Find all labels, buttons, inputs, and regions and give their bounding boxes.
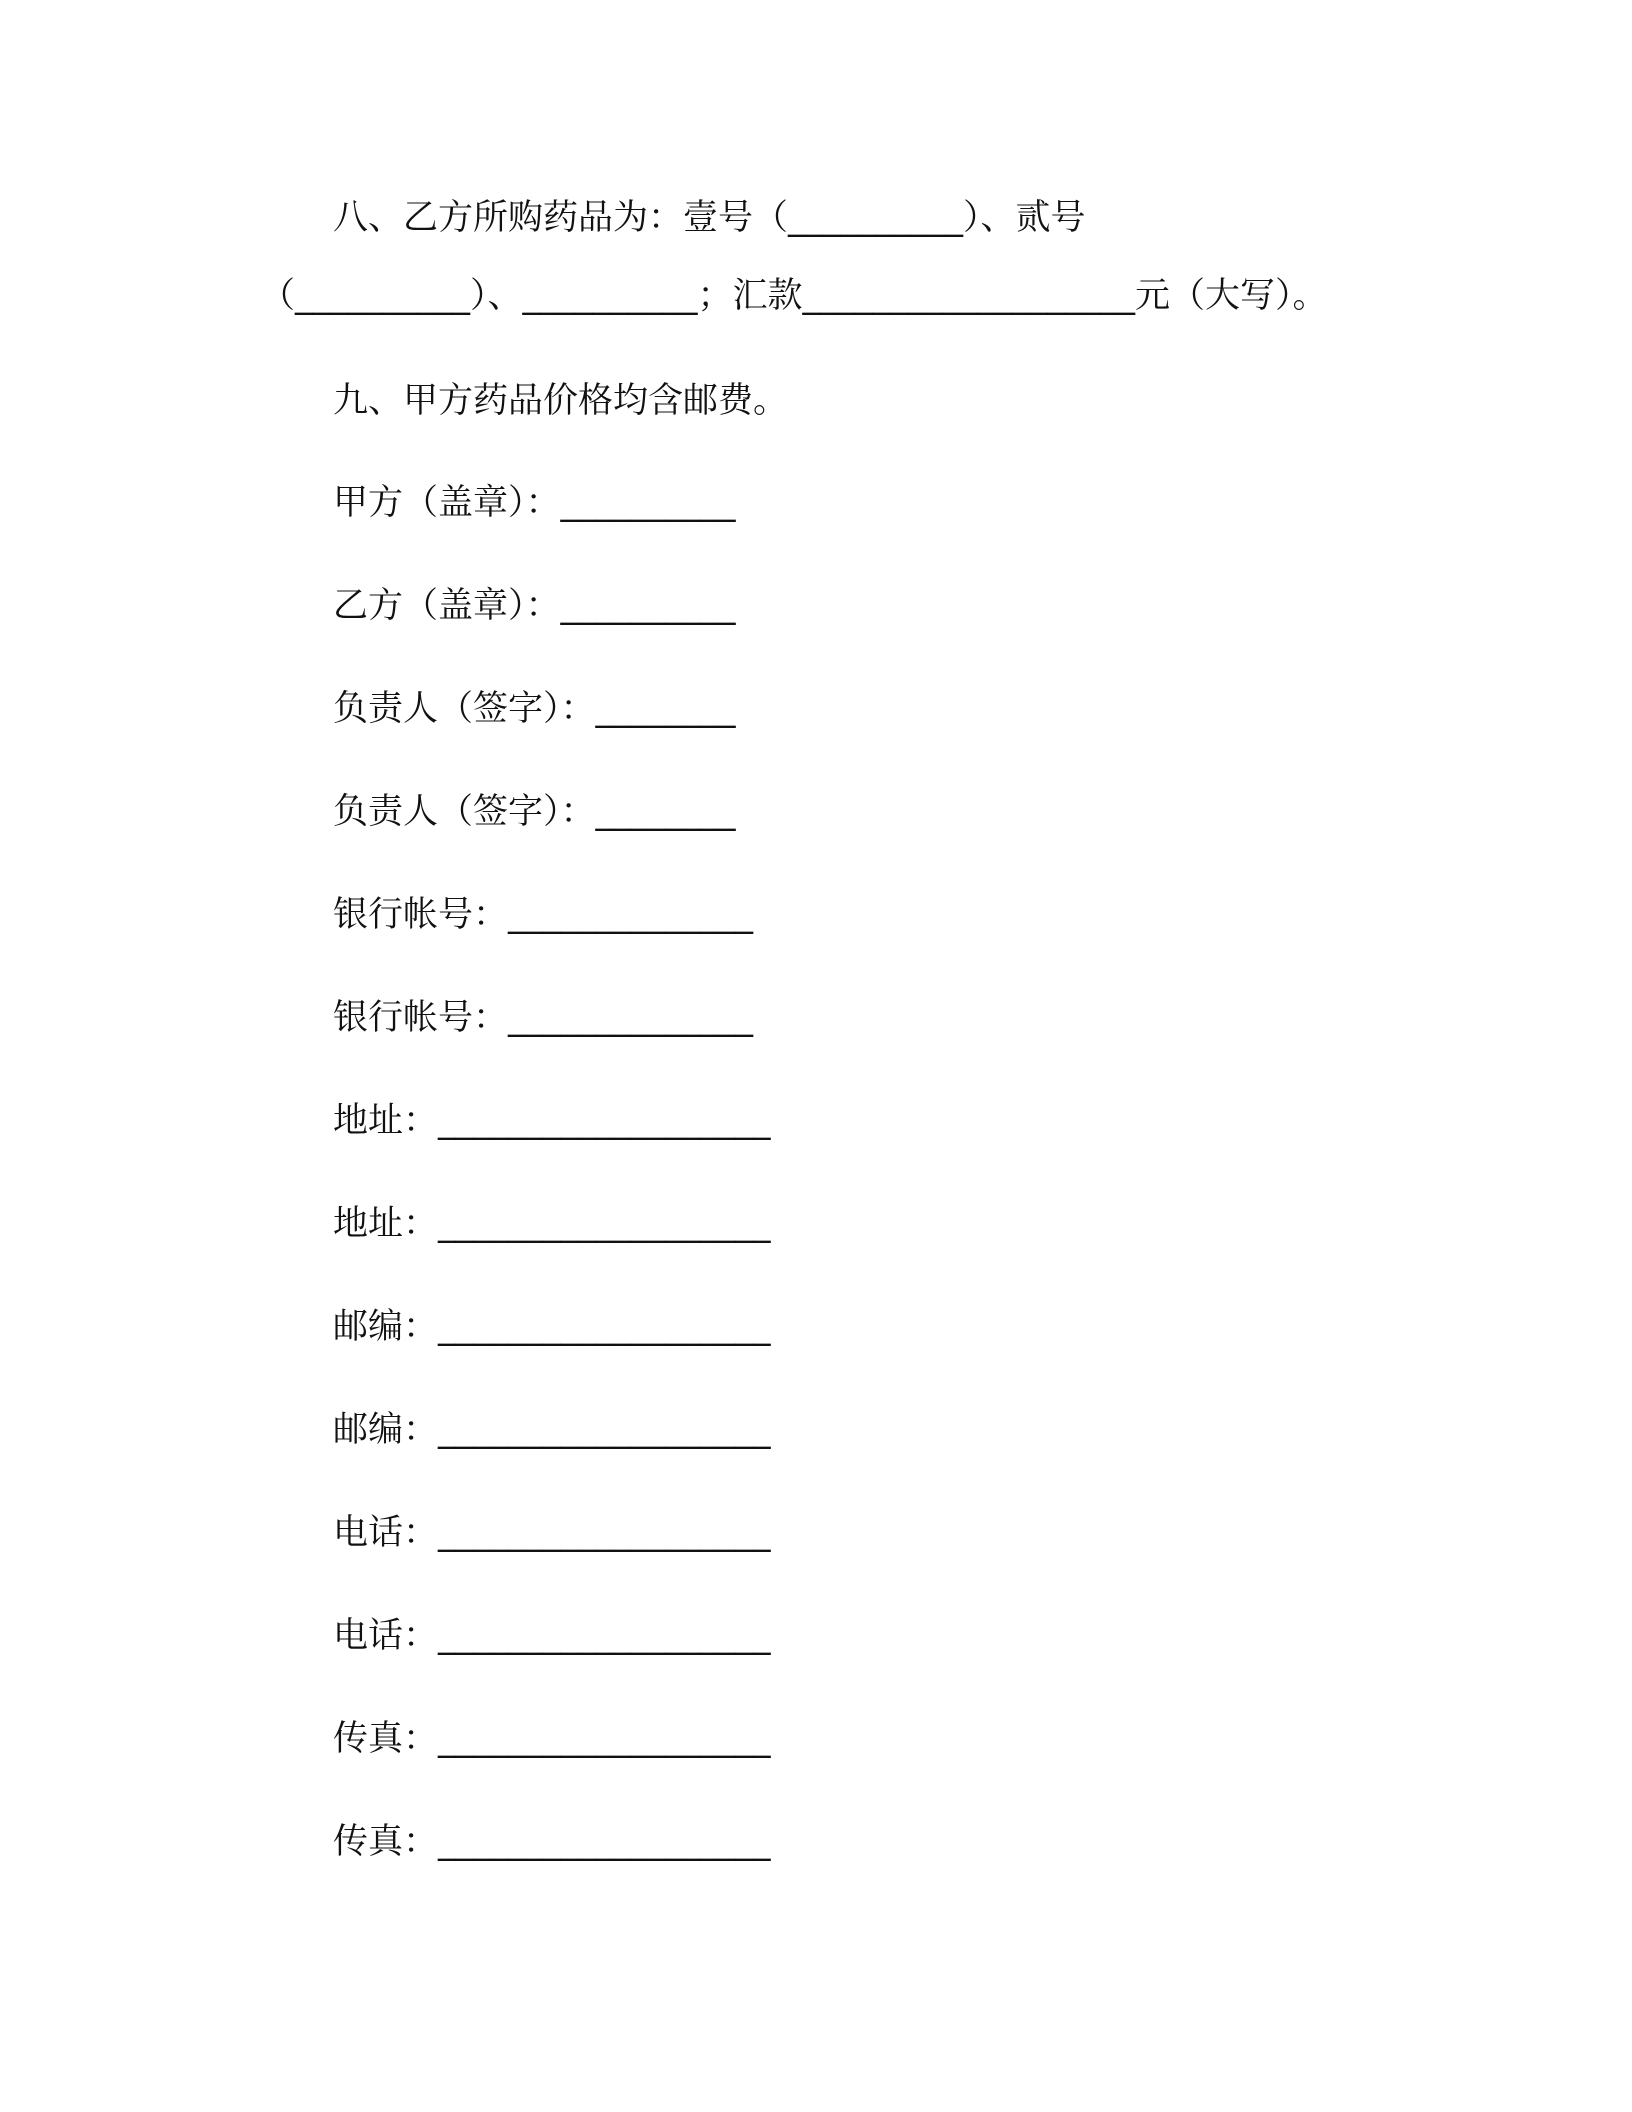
- party-a-address-field: 地址：___________________: [333, 1101, 771, 1141]
- party-a-seal-field: 甲方（盖章）：__________: [333, 483, 736, 523]
- party-b-postcode-field: 邮编：___________________: [333, 1410, 771, 1450]
- party-a-postcode-field: 邮编：___________________: [333, 1307, 771, 1347]
- clause-9: 九、甲方药品价格均含邮费。: [333, 381, 789, 421]
- party-b-address-field: 地址：___________________: [333, 1204, 771, 1244]
- party-a-fax-field: 传真：___________________: [333, 1719, 771, 1759]
- party-b-fax-field: 传真：___________________: [333, 1822, 771, 1862]
- party-a-phone-field: 电话：___________________: [333, 1513, 771, 1553]
- party-b-signatory-field: 负责人（签字）：________: [333, 792, 736, 832]
- clause-8-line-1: 八、乙方所购药品为：壹号（__________）、贰号: [333, 198, 1086, 238]
- party-a-bank-account-field: 银行帐号：______________: [333, 895, 754, 935]
- party-a-signatory-field: 负责人（签字）：________: [333, 689, 736, 729]
- party-b-bank-account-field: 银行帐号：______________: [333, 998, 754, 1038]
- party-b-seal-field: 乙方（盖章）：__________: [333, 586, 736, 626]
- party-b-phone-field: 电话：___________________: [333, 1616, 771, 1656]
- clause-8-line-2: （__________）、__________；汇款___________________元（大写）。: [260, 276, 1328, 316]
